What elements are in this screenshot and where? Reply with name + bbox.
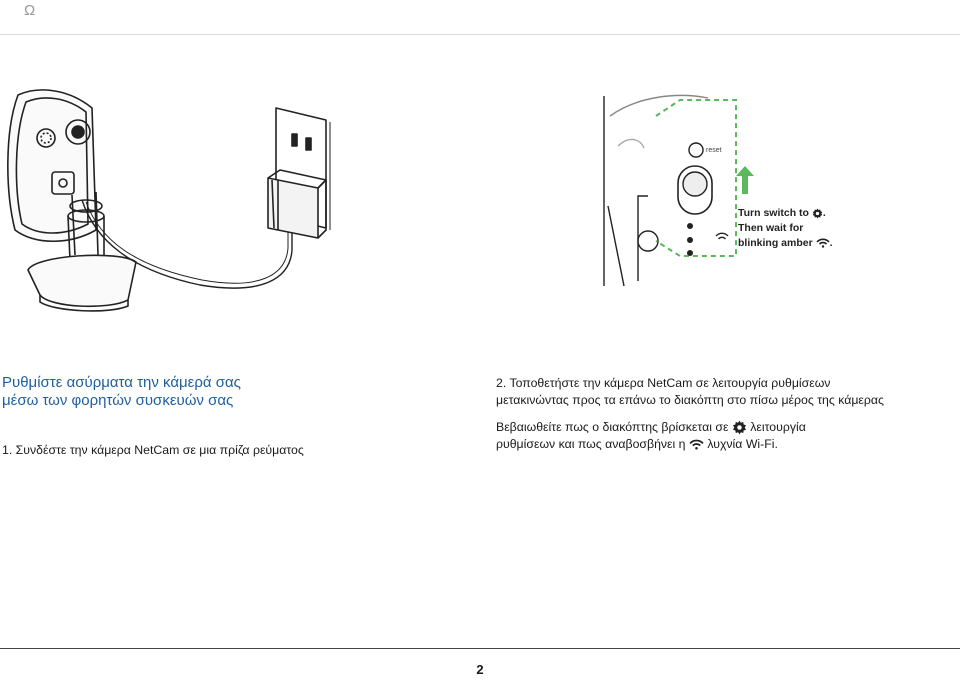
wifi-icon xyxy=(716,233,728,239)
camera-power-illustration xyxy=(0,80,340,320)
step-2-line-1: 2. Τοποθετήστε την κάμερα NetCam σε λειτουργία ρυθμίσεων xyxy=(496,376,831,390)
title-line-1: Ρυθμίστε ασύρματα την κάμερά σας xyxy=(2,374,241,391)
step-1-text: 1. Συνδέστε την κάμερα NetCam σε μια πρίζα ρεύματος xyxy=(2,443,304,457)
wifi-icon xyxy=(689,439,704,450)
note-part-4: λυχνία Wi-Fi. xyxy=(707,437,778,451)
note-part-2: λειτουργία xyxy=(750,420,806,434)
step-2-line-2: μετακινώντας προς τα επάνω το διακόπτη στο πίσω μέρος της κάμερας xyxy=(496,393,884,407)
gear-icon xyxy=(732,420,747,435)
title-line-2: μέσω των φορητών συσκευών σας xyxy=(2,392,234,409)
setup-note xyxy=(496,419,956,453)
step-2-text xyxy=(496,375,956,409)
header-divider xyxy=(0,34,960,35)
camera-back-illustration xyxy=(598,86,848,296)
section-title xyxy=(2,374,362,410)
wifi-icon xyxy=(816,238,830,248)
callout-line-3: blinking amber xyxy=(738,237,813,249)
page-number: 2 xyxy=(476,662,484,677)
gear-icon xyxy=(812,208,823,219)
up-arrow-icon xyxy=(736,166,754,194)
note-part-1: Βεβαιωθείτε πως ο διακόπτης βρίσκεται σε xyxy=(496,420,729,434)
footer-divider xyxy=(0,648,960,649)
note-part-3: ρυθμίσεων και πως αναβοσβήνει η xyxy=(496,437,686,451)
callout-line-1: Turn switch to xyxy=(738,207,809,219)
brand-logo-icon: Ω xyxy=(24,2,36,19)
callout-line-2: Then wait for xyxy=(738,222,804,234)
reset-label: reset xyxy=(706,147,722,154)
